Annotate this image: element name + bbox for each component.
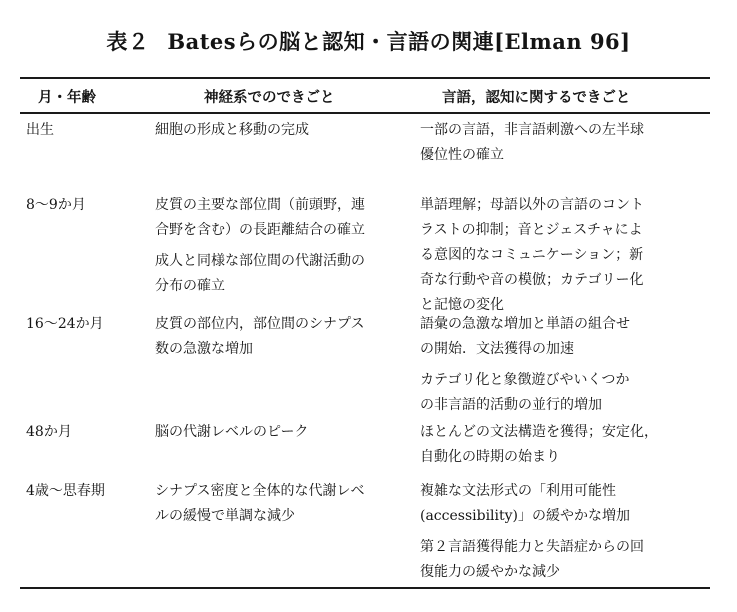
cell-neural-event	[155, 193, 405, 299]
cell-text-line: 奇な行動や音の模倣；カテゴリー化	[420, 272, 644, 288]
cell-text-line: 語彙の急激な増加と単語の組合せ	[420, 316, 630, 332]
cell-text-line: と記憶の変化	[420, 297, 504, 313]
cell-text-line: 優位性の確立	[420, 147, 504, 163]
table-title	[0, 26, 737, 56]
cell-text-line: 皮質の主要な部位間（前頭野，連	[155, 197, 365, 213]
bottom-rule	[20, 587, 710, 589]
cell-text-line: 合野を含む）の長距離結合の確立	[155, 222, 365, 238]
cell-cognitive-event	[420, 193, 710, 318]
cell-text-line: カテゴリ化と象徴遊びやいくつか	[420, 372, 630, 388]
cell-text-line: る意図的なコミュニケーション；新	[420, 247, 644, 263]
cell-cognitive-event	[420, 118, 710, 168]
cell-text-line: 皮質の部位内，部位間のシナプス	[155, 316, 365, 332]
cell-age: 48か月	[26, 424, 72, 440]
table-number: 表２	[106, 29, 150, 54]
cell-neural-event	[155, 420, 405, 445]
top-rule	[20, 77, 710, 79]
cell-text-line: ラストの抑制；音とジェスチャによ	[420, 222, 643, 238]
cell-text-line: の開始．文法獲得の加速	[420, 341, 574, 357]
cell-text-line: 一部の言語，非言語刺激への左半球	[420, 122, 644, 138]
header-age: 月・年齢	[38, 89, 96, 106]
cell-text-line: ほとんどの文法構造を獲得；安定化，	[420, 424, 658, 440]
cell-text-line: 脳の代謝レベルのピーク	[155, 424, 309, 440]
cell-neural-event	[155, 312, 405, 362]
cell-text-line: 複雑な文法形式の「利用可能性	[420, 483, 616, 499]
cell-text-line: 自動化の時期の始まり	[420, 449, 560, 465]
cell-text-line: ルの緩慢で単調な減少	[155, 508, 295, 524]
cell-text-line: 単語理解；母語以外の言語のコント	[420, 197, 644, 213]
cell-text-line: 成人と同様な部位間の代謝活動の	[155, 253, 365, 269]
cell-text-line: 分布の確立	[155, 278, 225, 294]
cell-age: 出生	[26, 122, 54, 138]
cell-cognitive-event	[420, 312, 710, 418]
table-caption: Batesらの脳と認知・言語の関連[Elman 96]	[167, 29, 631, 54]
cell-cognitive-event	[420, 420, 710, 470]
cell-text-line: 細胞の形成と移動の完成	[155, 122, 309, 138]
cell-age: 16〜24か月	[26, 316, 104, 332]
cell-text-line: (accessibility)」の緩やかな増加	[420, 508, 631, 524]
header-rule	[20, 112, 710, 114]
cell-text-line: の非言語的活動の並行的増加	[420, 397, 602, 413]
header-cognitive-events: 言語，認知に関するできごと	[442, 89, 631, 106]
header-neural-events: 神経系でのできごと	[204, 89, 335, 106]
cell-text-line: 数の急激な増加	[155, 341, 253, 357]
cell-text-line: 復能力の緩やかな減少	[420, 564, 560, 580]
cell-age: 8〜9か月	[26, 197, 86, 213]
cell-cognitive-event	[420, 479, 710, 585]
cell-neural-event	[155, 118, 405, 143]
cell-age: 4歳〜思春期	[26, 483, 105, 499]
cell-text-line: シナプス密度と全体的な代謝レベ	[155, 483, 365, 499]
cell-text-line: 第２言語獲得能力と失語症からの回	[420, 539, 644, 555]
cell-neural-event	[155, 479, 405, 529]
